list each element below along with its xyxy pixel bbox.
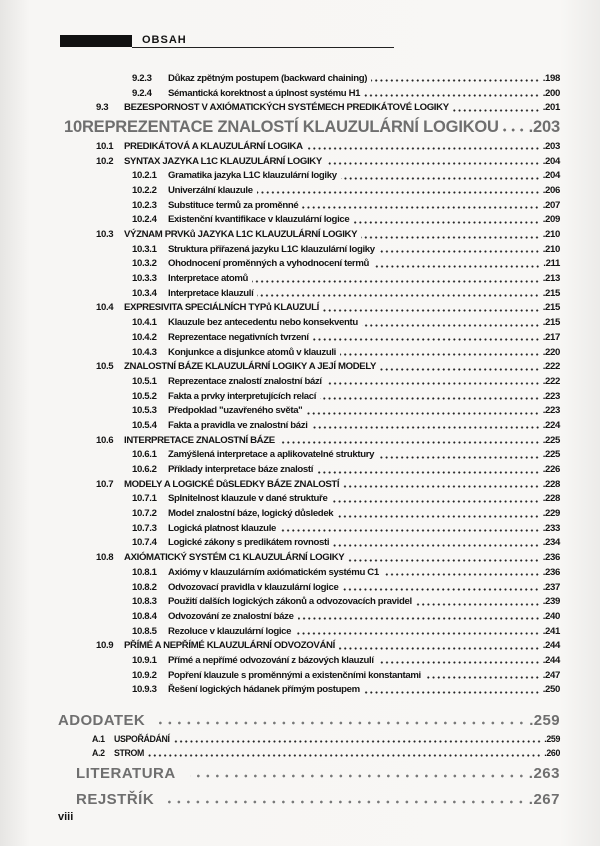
entry-title: LITERATURA [76,764,176,782]
entry-number: 10.4.2 [132,331,157,343]
entry-number: 10.7 [96,478,114,490]
dot-leader [379,250,540,253]
toc-entry[interactable] [0,330,600,345]
dot-leader [371,79,540,82]
entry-number: 10.8.4 [132,610,157,622]
toc-entry[interactable] [0,374,600,389]
dot-leader [326,162,540,165]
dot-leader [378,661,540,664]
toc-entry[interactable] [0,433,600,448]
entry-page: .223 [542,405,560,417]
entry-page: .210 [542,243,560,255]
running-header: OBSAH [142,34,187,46]
dot-leader [339,647,540,650]
entry-title: Model znalostní báze, logický důsledek [168,508,334,520]
entry-number: 10.8 [96,552,114,564]
entry-page: .239 [542,596,560,608]
entry-title: Univerzální klauzule [168,184,253,196]
toc-entry[interactable] [0,746,600,760]
dot-leader [317,471,540,474]
entry-number: 10.9.3 [132,684,157,696]
dot-leader [340,353,540,356]
dot-leader [353,221,539,224]
entry-title: Sémantická korektnost a úplnost systému H1 [168,87,361,99]
entry-title: EXPRESIVITA SPECIÁLNÍCH TYPů KLAUZULÍ [124,302,319,314]
entry-page: .228 [542,493,560,505]
entry-title: Interpretace klauzulí [168,287,254,299]
entry-number: 10.3.2 [132,258,157,270]
entry-number: 10.7.2 [132,508,157,520]
dot-leader [302,206,539,209]
entry-number: 10.4.3 [132,346,157,358]
toc-entry[interactable] [0,709,600,732]
entry-page: .207 [542,199,560,211]
toc-entry[interactable] [0,100,600,115]
dot-leader [148,754,541,757]
dot-leader [343,485,540,488]
dot-leader [298,617,540,620]
entry-title: Rezoluce v klauzulární logice [168,625,292,637]
toc-entry[interactable] [0,536,600,551]
entry-page: .234 [542,537,560,549]
entry-title: Substituce termů za proměnné [168,199,299,211]
dot-leader [307,147,540,150]
entry-number: 10.8.2 [132,581,157,593]
entry-title: Předpoklad "uzavřeného světa" [168,405,303,417]
entry-title: Popření klauzule s proměnnými a existenčními konstantami [168,669,421,681]
dot-leader [503,128,526,132]
table-of-contents [0,71,600,812]
entry-page: .206 [542,184,560,196]
entry-number: 10.2.2 [132,184,157,196]
toc-entry[interactable] [0,154,600,169]
toc-entry[interactable] [0,506,600,521]
dot-leader [174,740,542,743]
entry-page: .204 [542,155,560,167]
entry-page: .250 [542,684,560,696]
entry-number: A.1 [92,734,105,745]
page-number: viii [58,811,74,823]
entry-number: 10.8.1 [132,566,157,578]
entry-number: 10.2 [96,155,114,167]
entry-title: Důkaz zpětným postupem (backward chaining) [168,72,368,84]
entry-title: Existenční kvantifikace v klauzulární logice [168,214,350,226]
entry-page: .236 [542,552,560,564]
toc-entry[interactable] [0,139,600,154]
entry-number: 10.6.2 [132,464,157,476]
dot-leader [373,265,540,268]
dot-leader [364,94,540,97]
dot-leader [323,309,540,312]
spacer [0,697,600,709]
entry-page: .215 [542,287,560,299]
entry-page: .210 [542,229,560,241]
dot-leader [168,800,526,804]
entry-title: Přímé a nepřímé odvozování z bázových klauzulí [168,654,374,666]
entry-page: .200 [542,87,560,99]
entry-number: 10.9 [96,640,114,652]
entry-title: Odvozovací pravidla v klauzulární logice [168,581,339,593]
toc-entry[interactable] [0,580,600,595]
entry-title: USPOŘÁDÁNÍ [114,734,170,745]
toc-entry[interactable] [0,198,600,213]
toc-entry[interactable] [0,389,600,404]
entry-title: Odvozování ze znalostní báze [168,610,294,622]
entry-page: .198 [542,72,560,84]
toc-entry[interactable] [0,624,600,639]
entry-page: .259 [544,734,560,745]
entry-number: 10.3.1 [132,243,157,255]
dot-leader [320,397,540,400]
toc-entry[interactable] [0,521,600,536]
dot-leader [380,368,540,371]
entry-title: Fakta a pravidla ve znalostní bázi [168,419,308,431]
entry-page: .244 [542,640,560,652]
entry-page: .222 [542,361,560,373]
toc-entry[interactable] [0,315,600,330]
dot-leader [341,177,540,180]
entry-page: .224 [542,419,560,431]
dot-leader [252,280,540,283]
toc-entry[interactable] [0,594,600,609]
entry-page: .209 [542,214,560,226]
entry-page: .203 [528,117,560,136]
entry-title: Zamýšlená interpretace a aplikovatelné struktury [168,449,375,461]
entry-page: .225 [542,434,560,446]
entry-title: Příklady interpretace báze znalostí [168,464,314,476]
entry-number: 10.2.3 [132,199,157,211]
entry-number: 10.9.1 [132,654,157,666]
dot-leader [257,294,539,297]
toc-entry[interactable] [0,565,600,580]
toc-entry[interactable] [0,668,600,683]
entry-page: .215 [542,317,560,329]
toc-entry[interactable] [0,732,600,746]
entry-page: .229 [542,508,560,520]
entry-number: 10.1 [96,140,114,152]
toc-entry[interactable] [0,183,600,198]
entry-title: AXIÓMATICKÝ SYSTÉM C1 KLAUZULÁRNÍ LOGIKY [124,552,345,564]
dot-leader [331,500,539,503]
entry-title: REJSTŘÍK [76,790,155,808]
dot-leader [362,324,540,327]
entry-title: Fakta a prvky interpretujících relací [168,390,317,402]
entry-page: .211 [543,258,560,270]
toc-entry[interactable] [0,71,600,86]
entry-number: 10.7.4 [132,537,157,549]
toc-entry[interactable] [0,115,600,139]
entry-title: REPREZENTACE ZNALOSTÍ KLAUZULÁRNÍ LOGIKOU [81,117,499,136]
entry-page: .247 [542,669,560,681]
entry-number: 9.3 [96,102,109,114]
entry-title: Gramatika jazyka L1C klauzulární logiky [168,170,337,182]
entry-number: 10.8.3 [132,596,157,608]
entry-number: 10.5.4 [132,419,157,431]
dot-leader [313,338,540,341]
entry-page: .204 [542,170,560,182]
entry-title: Konjunkce a disjunkce atomů v klauzuli [168,346,336,358]
entry-number: 10.8.5 [132,625,157,637]
toc-entry[interactable] [0,227,600,242]
entry-title: VÝZNAM PRVKů JAZYKA L1C KLAUZULÁRNÍ LOGIKY [124,229,358,241]
entry-number: 10.5 [96,361,114,373]
entry-title: Reprezentace znalostí znalostní bází [168,375,322,387]
dot-leader [280,529,540,532]
dot-leader [453,109,540,112]
entry-number: 10.3.4 [132,287,157,299]
entry-title: Interpretace atomů [168,273,249,285]
toc-entry[interactable] [0,403,600,418]
entry-page: .236 [542,566,560,578]
entry-number: 10.6.1 [132,449,157,461]
toc-entry[interactable] [0,477,600,492]
entry-page: .217 [542,331,560,343]
dot-leader [383,573,540,576]
dot-leader [425,676,540,679]
entry-number: 10.3.3 [132,273,157,285]
dot-leader [364,691,540,694]
toc-entry[interactable] [0,359,600,374]
entry-number: 10.2.1 [132,170,157,182]
toc-entry[interactable] [0,448,600,463]
dot-leader [333,544,540,547]
entry-page: .267 [528,790,560,808]
entry-page: .237 [542,581,560,593]
toc-entry[interactable] [0,638,600,653]
dot-leader [295,632,540,635]
entry-number: 10.6 [96,434,114,446]
entry-number: 10.7.3 [132,522,157,534]
entry-page: .244 [542,654,560,666]
dot-leader [361,236,540,239]
entry-number: 10.2.4 [132,214,157,226]
entry-title: PŘÍMÉ A NEPŘÍMÉ KLAUZULÁRNÍ ODVOZOVÁNÍ [124,640,335,652]
toc-entry[interactable] [0,418,600,433]
entry-page: .228 [542,478,560,490]
toc-entry[interactable] [0,786,600,812]
entry-title: Použití dalších logických zákonů a odvozovacích pravidel [168,596,412,608]
toc-entry[interactable] [0,168,600,183]
entry-number: 10.7.1 [132,493,157,505]
entry-title: Logická platnost klauzule [168,522,276,534]
entry-title: Ohodnocení proměnných a vyhodnocení termů [168,258,370,270]
header-rule [132,47,394,48]
entry-page: .240 [542,610,560,622]
header-bar [60,35,132,47]
entry-page: .263 [528,764,560,782]
entry-title: INTERPRETACE ZNALOSTNÍ BÁZE [124,434,275,446]
entry-page: .223 [542,390,560,402]
toc-entry[interactable] [0,86,600,101]
entry-number: 9.2.3 [132,72,152,84]
entry-number: 10.3 [96,229,114,241]
entry-title: STROM [114,748,145,759]
dot-leader [337,515,539,518]
entry-title: ZNALOSTNÍ BÁZE KLAUZULÁRNÍ LOGIKY A JEJÍ MODELY [124,361,377,373]
toc-entry[interactable] [0,609,600,624]
entry-page: .259 [529,712,560,730]
toc-entry[interactable] [0,492,600,507]
entry-number: 10.5.2 [132,390,157,402]
toc-entry[interactable] [0,462,600,477]
toc-entry[interactable] [0,550,600,565]
entry-title: Logické zákony s predikátem rovnosti [168,537,330,549]
entry-number: 10 [64,117,82,136]
toc-entry[interactable] [0,286,600,301]
entry-page: .201 [542,102,560,114]
entry-number: A.2 [92,748,105,759]
entry-number: 9.2.4 [132,87,152,99]
toc-entry[interactable] [0,271,600,286]
dot-leader [279,441,540,444]
entry-number: 10.5.3 [132,405,157,417]
entry-page: .225 [542,449,560,461]
dot-leader [348,559,539,562]
toc-entry[interactable] [0,213,600,228]
toc-entry[interactable] [0,345,600,360]
toc-entry[interactable] [0,760,600,786]
toc-entry[interactable] [0,242,600,257]
dot-leader [326,382,540,385]
entry-page: .215 [542,302,560,314]
entry-title: Struktura přiřazená jazyku L1C klauzulární logiky [168,243,375,255]
dot-leader [257,191,540,194]
entry-page: .233 [542,522,560,534]
entry-title: PREDIKÁTOVÁ A KLAUZULÁRNÍ LOGIKA [124,140,303,152]
entry-title: BEZESPORNOST V AXIÓMATICKÝCH SYSTÉMECH PREDIKÁTOVÉ LOGIKY [124,102,449,114]
dot-leader [159,721,526,725]
entry-title: SYNTAX JAZYKA L1C KLAUZULÁRNÍ LOGIKY [124,155,322,167]
entry-title: Splnitelnost klauzule v dané struktuře [168,493,328,505]
dot-leader [312,426,540,429]
entry-page: .213 [542,273,560,285]
entry-page: .260 [544,748,560,759]
dot-leader [378,456,540,459]
entry-title: Klauzule bez antecedentu nebo konsekventu [168,317,358,329]
entry-number: 10.4 [96,302,114,314]
dot-leader [342,588,539,591]
dot-leader [306,412,539,415]
entry-number: 10.9.2 [132,669,157,681]
entry-title: Řešení logických hádanek přímým postupem [168,684,360,696]
entry-number: A [58,712,70,730]
entry-title: DODATEK [69,712,146,730]
dot-leader [416,603,540,606]
entry-page: .220 [542,346,560,358]
toc-entry[interactable] [0,257,600,272]
toc-entry[interactable] [0,301,600,316]
entry-number: 10.5.1 [132,375,157,387]
toc-entry[interactable] [0,683,600,698]
toc-entry[interactable] [0,653,600,668]
entry-page: .203 [542,140,560,152]
entry-title: MODELY A LOGICKÉ DůSLEDKY BÁZE ZNALOSTÍ [124,478,340,490]
entry-page: .241 [542,625,560,637]
entry-page: .226 [542,464,560,476]
entry-title: Axiómy v klauzulárním axiómatickém systému C1 [168,566,379,578]
entry-number: 10.4.1 [132,317,157,329]
dot-leader [190,774,526,778]
entry-title: Reprezentace negativních tvrzení [168,331,309,343]
entry-page: .222 [542,375,560,387]
